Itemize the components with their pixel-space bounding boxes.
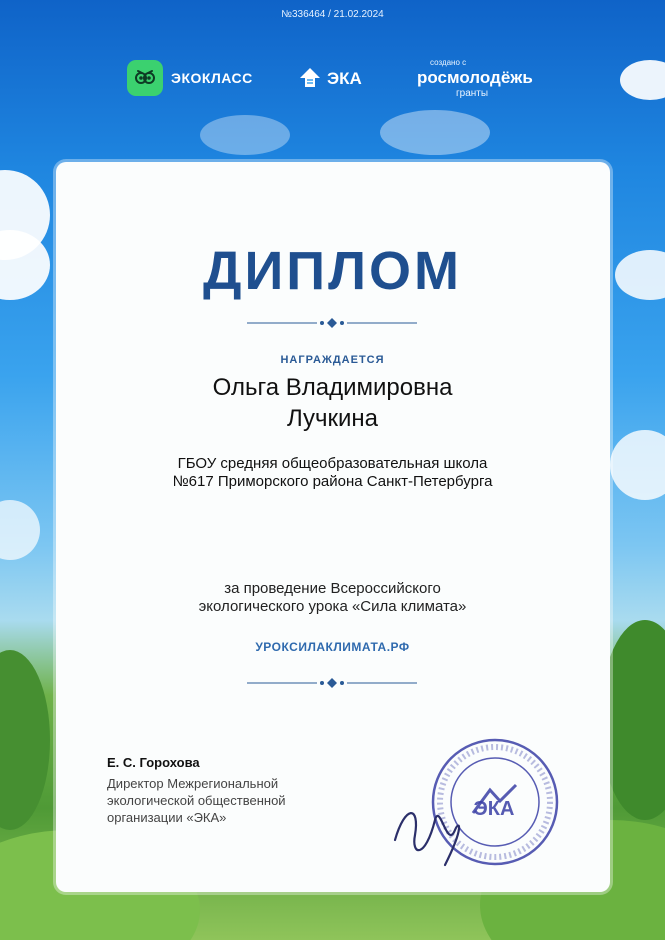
organization-line: ГБОУ средняя общеобразовательная школа [177, 455, 488, 472]
recipient-name-line: Ольга Владимировна [212, 374, 453, 401]
recipient-name [0, 372, 665, 434]
award-reason [0, 580, 665, 616]
ornament-divider [247, 677, 417, 689]
eka-logo-text: ЭКА [327, 69, 362, 88]
cloud-decoration [200, 115, 290, 155]
organization-line: №617 Приморского района Санкт-Петербурга [172, 473, 493, 490]
tree-decoration [0, 650, 50, 830]
reason-line: за проведение Всероссийского [224, 580, 441, 597]
rosmolodezh-logo-text: росмолодёжь [417, 68, 533, 87]
stamp-text: ЭКА [473, 798, 515, 820]
signer-role-line: экологической общественной [107, 793, 286, 808]
partner-logos [0, 60, 665, 100]
cloud-decoration [0, 500, 40, 560]
ecoclass-logo-icon [127, 60, 163, 96]
recipient-name-line: Лучкина [286, 405, 379, 432]
diploma-serial: №336464 / 21.02.2024 [281, 9, 384, 20]
recipient-organization [0, 455, 665, 491]
reason-line: экологического урока «Сила климата» [198, 598, 467, 615]
signer-role-line: Директор Межрегиональной [107, 776, 279, 791]
cloud-decoration [380, 110, 490, 155]
signer-role-line: организации «ЭКА» [107, 810, 227, 825]
awarded-label: НАГРАЖДАЕТСЯ [280, 354, 385, 366]
ecoclass-logo-text: ЭКОКЛАСС [171, 70, 253, 86]
diploma-title: ДИПЛОМ [203, 241, 462, 301]
signature [385, 790, 505, 870]
eka-logo-icon [298, 66, 322, 90]
signer-role [107, 775, 367, 826]
rosmolodezh-subcaption: гранты [456, 88, 489, 99]
signer-name: Е. С. Горохова [107, 755, 200, 770]
ornament-divider [247, 317, 417, 329]
website-link[interactable]: УРОКСИЛАКЛИМАТА.РФ [255, 640, 410, 654]
rosmolodezh-caption: создано с [430, 58, 467, 67]
